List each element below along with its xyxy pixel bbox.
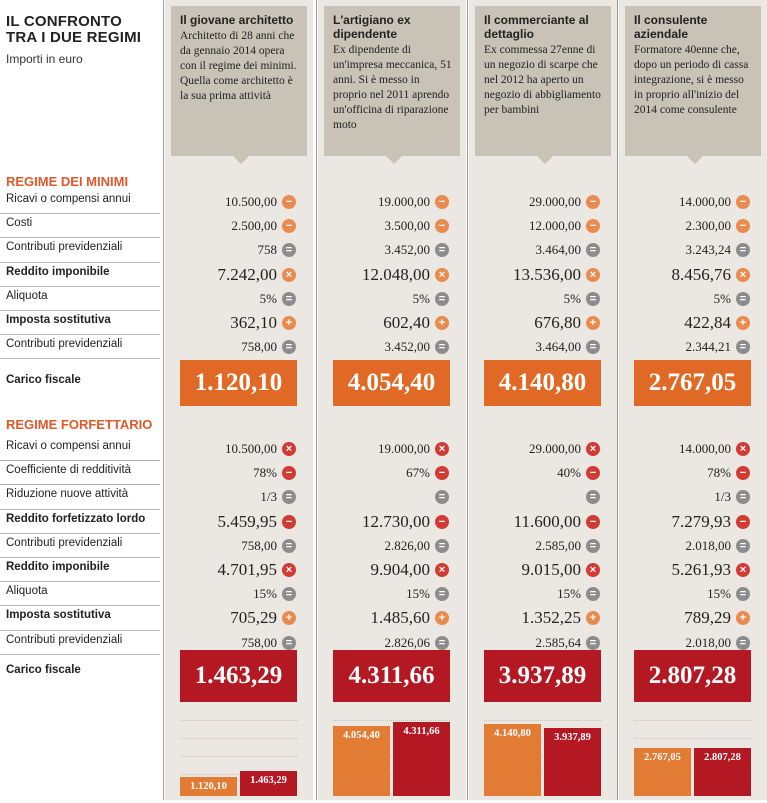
table-cell: 676,80 bbox=[534, 313, 581, 332]
chart-bar bbox=[694, 748, 751, 796]
row-label: Imposta sostitutiva bbox=[6, 314, 111, 326]
eq-sign-icon: = bbox=[586, 243, 600, 257]
eq-sign-icon: = bbox=[586, 636, 600, 650]
eq-sign-icon: = bbox=[282, 587, 296, 601]
table-cell bbox=[469, 486, 581, 508]
total-box: 2.767,05 bbox=[634, 360, 751, 406]
row-separator bbox=[0, 358, 160, 359]
row-separator bbox=[0, 237, 160, 238]
column-title: L'artigiano ex dipendente bbox=[333, 13, 411, 41]
times-sign-icon: × bbox=[586, 442, 600, 456]
minus-sign-icon: − bbox=[282, 219, 296, 233]
row-separator bbox=[0, 262, 160, 263]
column-description: Architetto di 28 anni che da gennaio 2014 opera con il regime dei minimi. Quella come architetto è la sua prima attività bbox=[180, 30, 297, 102]
column-description: Ex commessa 27enne di un negozio di scarpe che nel 2012 ha aperto un negozio di abbigliamento per bambini bbox=[484, 44, 601, 116]
column-divider bbox=[617, 0, 618, 800]
column-title: Il consulente aziendale bbox=[634, 13, 708, 41]
row-label: Aliquota bbox=[6, 289, 48, 302]
times-sign-icon: × bbox=[736, 442, 750, 456]
bar-data-label: 4.140,80 bbox=[494, 728, 531, 739]
total-box: 4.140,80 bbox=[484, 360, 601, 406]
chart-bar bbox=[484, 724, 541, 796]
table-cell: 5.261,93 bbox=[671, 560, 731, 579]
minus-sign-icon: − bbox=[736, 466, 750, 480]
minus-sign-icon: − bbox=[736, 515, 750, 529]
header-pointer bbox=[537, 156, 553, 164]
table-cell: 40% bbox=[557, 465, 581, 481]
total-box: 1.120,10 bbox=[180, 360, 297, 406]
minus-sign-icon: − bbox=[736, 195, 750, 209]
eq-sign-icon: = bbox=[586, 539, 600, 553]
table-cell: 7.242,00 bbox=[217, 264, 277, 284]
minus-sign-icon: − bbox=[586, 466, 600, 480]
table-cell: 362,10 bbox=[230, 313, 277, 332]
plus-sign-icon: + bbox=[282, 316, 296, 330]
minus-sign-icon: − bbox=[282, 195, 296, 209]
eq-sign-icon: = bbox=[435, 490, 449, 504]
table-cell: 15% bbox=[406, 586, 430, 602]
eq-sign-icon: = bbox=[736, 340, 750, 354]
minus-sign-icon: − bbox=[586, 195, 600, 209]
eq-sign-icon: = bbox=[435, 587, 449, 601]
row-label: Ricavi o compensi annui bbox=[6, 440, 131, 452]
row-label: Contributi previdenziali bbox=[6, 633, 123, 646]
plus-sign-icon: + bbox=[586, 611, 600, 625]
table-cell: 3.452,00 bbox=[384, 242, 430, 258]
times-sign-icon: × bbox=[282, 563, 296, 577]
minus-sign-icon: − bbox=[435, 515, 449, 529]
row-label: Imposta sostitutiva bbox=[6, 609, 111, 622]
minus-sign-icon: − bbox=[586, 219, 600, 233]
table-cell: 9.904,00 bbox=[370, 560, 430, 579]
table-cell: 3.500,00 bbox=[384, 218, 430, 234]
plus-sign-icon: + bbox=[435, 611, 449, 625]
chart-bar bbox=[240, 771, 297, 796]
eq-sign-icon: = bbox=[282, 243, 296, 257]
table-cell: 2.300,00 bbox=[685, 218, 731, 234]
eq-sign-icon: = bbox=[736, 292, 750, 306]
total-label: Carico fiscale bbox=[6, 664, 81, 676]
table-cell: 10.500,00 bbox=[225, 441, 277, 456]
bar-data-label: 3.937,89 bbox=[554, 732, 591, 743]
table-cell: 10.500,00 bbox=[225, 194, 277, 209]
chart-gridline bbox=[484, 720, 601, 721]
eq-sign-icon: = bbox=[736, 539, 750, 553]
chart-gridline bbox=[180, 738, 297, 739]
eq-sign-icon: = bbox=[435, 539, 449, 553]
column-divider bbox=[163, 0, 164, 800]
row-label: Reddito imponibile bbox=[6, 265, 110, 278]
table-cell: 2.826,00 bbox=[384, 537, 430, 553]
total-box: 1.463,29 bbox=[180, 650, 297, 702]
table-cell: 5% bbox=[412, 290, 430, 306]
times-sign-icon: × bbox=[282, 442, 296, 456]
column-header bbox=[171, 6, 307, 156]
plus-sign-icon: + bbox=[736, 316, 750, 330]
column-header bbox=[475, 6, 611, 156]
table-cell: 15% bbox=[707, 586, 731, 602]
column-divider bbox=[467, 0, 468, 800]
row-separator bbox=[0, 630, 160, 631]
table-cell: 758,00 bbox=[241, 634, 277, 650]
table-cell: 19.000,00 bbox=[378, 194, 430, 209]
table-cell: 15% bbox=[253, 586, 277, 602]
table-cell: 3.464,00 bbox=[535, 242, 581, 258]
row-label: Reddito imponibile bbox=[6, 561, 110, 573]
eq-sign-icon: = bbox=[282, 340, 296, 354]
eq-sign-icon: = bbox=[586, 490, 600, 504]
row-separator bbox=[0, 484, 160, 485]
table-cell: 8.456,76 bbox=[671, 264, 731, 284]
column-header bbox=[324, 6, 460, 156]
table-cell: 2.018,00 bbox=[685, 634, 731, 650]
table-cell: 705,29 bbox=[230, 608, 277, 628]
chart-bar bbox=[544, 728, 601, 796]
table-cell: 3.464,00 bbox=[535, 339, 581, 355]
table-cell: 12.730,00 bbox=[362, 511, 430, 531]
row-separator bbox=[0, 334, 160, 335]
chart-bar bbox=[634, 748, 691, 796]
row-separator bbox=[0, 557, 160, 558]
table-cell: 7.279,93 bbox=[671, 511, 731, 531]
table-cell: 67% bbox=[406, 465, 430, 481]
eq-sign-icon: = bbox=[736, 243, 750, 257]
column-header bbox=[625, 6, 761, 156]
total-label: Carico fiscale bbox=[6, 374, 81, 386]
chart-bar bbox=[333, 726, 390, 796]
table-cell: 602,40 bbox=[383, 313, 430, 332]
column-divider bbox=[316, 0, 317, 800]
chart-gridline bbox=[634, 720, 751, 721]
row-label: Aliquota bbox=[6, 585, 48, 598]
table-cell: 1.352,25 bbox=[521, 608, 581, 628]
eq-sign-icon: = bbox=[435, 340, 449, 354]
bar-data-label: 4.311,66 bbox=[403, 726, 440, 737]
row-separator bbox=[0, 654, 160, 655]
table-cell: 2.344,21 bbox=[685, 339, 731, 355]
total-box: 4.054,40 bbox=[333, 360, 450, 406]
row-label: Riduzione nuove attività bbox=[6, 488, 129, 501]
table-cell: 2.826,06 bbox=[384, 634, 430, 650]
eq-sign-icon: = bbox=[435, 636, 449, 650]
table-cell: 5% bbox=[259, 290, 277, 306]
table-cell bbox=[318, 486, 430, 508]
plus-sign-icon: + bbox=[282, 611, 296, 625]
eq-sign-icon: = bbox=[282, 636, 296, 650]
row-separator bbox=[0, 460, 160, 461]
chart-gridline bbox=[634, 738, 751, 739]
minus-sign-icon: − bbox=[435, 466, 449, 480]
table-cell: 758 bbox=[257, 242, 277, 258]
bar-data-label: 1.120,10 bbox=[190, 781, 227, 792]
column-description: Formatore 40enne che, dopo un periodo di cassa integrazione, si è messo in proprio all'inizio del 2014 come consulente bbox=[634, 44, 749, 116]
row-label: Ricavi o compensi annui bbox=[6, 193, 131, 205]
table-cell: 19.000,00 bbox=[378, 441, 430, 456]
chart-gridline bbox=[180, 720, 297, 721]
header-pointer bbox=[233, 156, 249, 164]
row-label: Coefficiente di redditività bbox=[6, 464, 132, 477]
bar-data-label: 4.054,40 bbox=[343, 730, 380, 741]
plus-sign-icon: + bbox=[586, 316, 600, 330]
row-separator bbox=[0, 605, 160, 606]
minus-sign-icon: − bbox=[282, 515, 296, 529]
chart-gridline bbox=[333, 720, 450, 721]
row-separator bbox=[0, 213, 160, 214]
eq-sign-icon: = bbox=[282, 292, 296, 306]
row-separator bbox=[0, 581, 160, 582]
table-cell: 78% bbox=[253, 465, 277, 481]
table-cell: 5.459,95 bbox=[217, 511, 277, 531]
eq-sign-icon: = bbox=[435, 292, 449, 306]
table-cell: 758,00 bbox=[241, 537, 277, 553]
row-separator bbox=[0, 286, 160, 287]
page-subtitle: Importi in euro bbox=[6, 52, 83, 66]
table-cell: 2.018,00 bbox=[685, 537, 731, 553]
minus-sign-icon: − bbox=[586, 515, 600, 529]
eq-sign-icon: = bbox=[282, 490, 296, 504]
page-title: IL CONFRONTO TRA I DUE REGIMI bbox=[6, 13, 142, 46]
times-sign-icon: × bbox=[586, 268, 600, 282]
times-sign-icon: × bbox=[435, 268, 449, 282]
section-title: REGIME FORFETTARIO bbox=[6, 417, 153, 432]
times-sign-icon: × bbox=[435, 563, 449, 577]
times-sign-icon: × bbox=[736, 268, 750, 282]
row-separator bbox=[0, 310, 160, 311]
eq-sign-icon: = bbox=[586, 340, 600, 354]
times-sign-icon: × bbox=[435, 442, 449, 456]
row-label: Costi bbox=[6, 217, 33, 230]
column-title: Il giovane architetto bbox=[180, 13, 294, 27]
table-cell: 5% bbox=[713, 290, 731, 306]
minus-sign-icon: − bbox=[435, 219, 449, 233]
bar-data-label: 2.807,28 bbox=[704, 752, 741, 763]
table-cell: 11.600,00 bbox=[513, 511, 581, 531]
table-cell: 9.015,00 bbox=[521, 560, 581, 579]
table-cell: 14.000,00 bbox=[679, 194, 731, 209]
table-cell: 12.048,00 bbox=[362, 264, 430, 284]
table-cell: 14.000,00 bbox=[679, 441, 731, 456]
times-sign-icon: × bbox=[282, 268, 296, 282]
header-pointer bbox=[687, 156, 703, 164]
table-cell: 758,00 bbox=[241, 339, 277, 355]
chart-gridline bbox=[180, 756, 297, 757]
eq-sign-icon: = bbox=[435, 243, 449, 257]
row-label: Contributi previdenziali bbox=[6, 241, 123, 254]
plus-sign-icon: + bbox=[736, 611, 750, 625]
chart-bar bbox=[393, 722, 450, 796]
table-cell: 3.243,24 bbox=[685, 242, 731, 258]
table-cell: 2.585,00 bbox=[535, 537, 581, 553]
minus-sign-icon: − bbox=[282, 466, 296, 480]
eq-sign-icon: = bbox=[736, 490, 750, 504]
total-box: 4.311,66 bbox=[333, 650, 450, 702]
minus-sign-icon: − bbox=[736, 219, 750, 233]
eq-sign-icon: = bbox=[736, 636, 750, 650]
table-cell: 422,84 bbox=[684, 313, 731, 332]
eq-sign-icon: = bbox=[586, 587, 600, 601]
table-cell: 1/3 bbox=[714, 489, 731, 505]
table-cell: 3.452,00 bbox=[384, 339, 430, 355]
table-cell: 2.500,00 bbox=[231, 218, 277, 234]
eq-sign-icon: = bbox=[586, 292, 600, 306]
table-cell: 29.000,00 bbox=[529, 194, 581, 209]
bar-data-label: 1.463,29 bbox=[250, 775, 287, 786]
chart-bar bbox=[180, 777, 237, 796]
table-cell: 12.000,00 bbox=[529, 218, 581, 234]
row-label: Contributi previdenziali bbox=[6, 338, 123, 351]
times-sign-icon: × bbox=[736, 563, 750, 577]
table-cell: 4.701,95 bbox=[217, 560, 277, 579]
bar-data-label: 2.767,05 bbox=[644, 752, 681, 763]
eq-sign-icon: = bbox=[282, 539, 296, 553]
table-cell: 2.585,64 bbox=[535, 634, 581, 650]
table-cell: 29.000,00 bbox=[529, 441, 581, 456]
row-separator bbox=[0, 509, 160, 510]
eq-sign-icon: = bbox=[736, 587, 750, 601]
row-label: Reddito forfetizzato lordo bbox=[6, 512, 146, 525]
table-cell: 1/3 bbox=[260, 489, 277, 505]
plus-sign-icon: + bbox=[435, 316, 449, 330]
table-cell: 15% bbox=[557, 586, 581, 602]
header-pointer bbox=[386, 156, 402, 164]
row-label: Contributi previdenziali bbox=[6, 536, 123, 549]
minus-sign-icon: − bbox=[435, 195, 449, 209]
row-separator bbox=[0, 533, 160, 534]
total-box: 3.937,89 bbox=[484, 650, 601, 702]
table-cell: 789,29 bbox=[684, 608, 731, 628]
table-cell: 13.536,00 bbox=[513, 264, 581, 284]
times-sign-icon: × bbox=[586, 563, 600, 577]
table-cell: 5% bbox=[563, 290, 581, 306]
table-cell: 1.485,60 bbox=[370, 608, 430, 628]
table-cell: 78% bbox=[707, 465, 731, 481]
column-title: Il commerciante al dettaglio bbox=[484, 13, 589, 41]
section-title: REGIME DEI MINIMI bbox=[6, 174, 129, 189]
total-box: 2.807,28 bbox=[634, 650, 751, 702]
column-description: Ex dipendente di un'impresa meccanica, 51 anni. Si è messo in proprio nel 2011 aprendo un'officina di riparazione moto bbox=[333, 44, 452, 131]
